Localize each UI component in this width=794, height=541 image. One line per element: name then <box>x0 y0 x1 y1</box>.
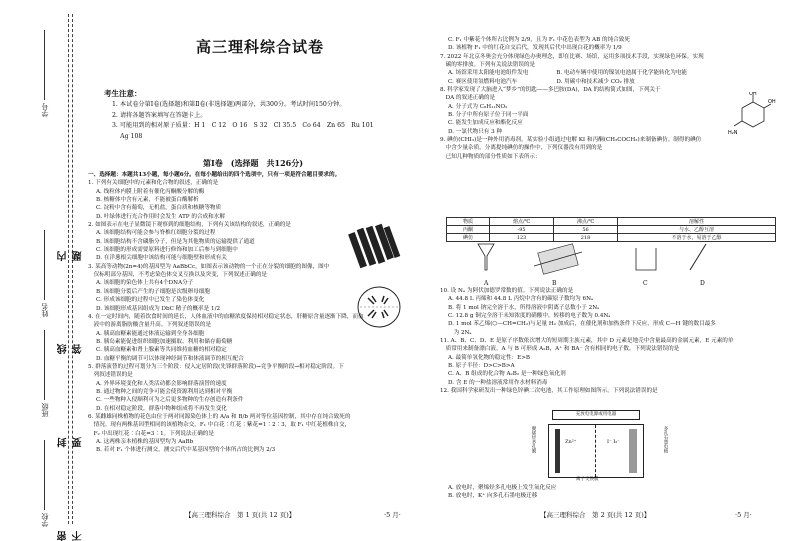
table-cell: 丙酮 <box>447 226 490 234</box>
question-line: 液中的游离脂肪酸含量升高。下列叙述错误的是 <box>88 322 212 329</box>
electrode-right <box>629 429 637 473</box>
question-line: A. 分子式为 C₈H₁₁NO₂ <box>448 103 508 110</box>
svg-text:H₂N: H₂N <box>728 130 738 136</box>
question-line: D. 该细胞形成基因组成为 DbC 精子的概率是 1/2 <box>96 305 221 312</box>
notes-list <box>112 100 412 142</box>
question-line: A. 该细胞结构可能会参与脊椎红细胞分裂的过程 <box>96 230 216 237</box>
battery-diagram <box>531 410 668 482</box>
questions-right-3 <box>440 484 785 501</box>
footer-left: 【高三理科综合 第 1 页(共 12 页)】 <box>185 511 296 519</box>
question-line: D. 1 mol 苯乙烯(⬡—CH=CH₂)与足量 H₂ 加成后，在催化剂和加热条件下反应，形成 C—H 键的数目最多 <box>448 321 716 328</box>
table-cell: 不溶于水，易溶于乙醇 <box>618 234 776 242</box>
table-header: 熔点/℃ <box>490 218 554 226</box>
question-line: 8. 科学家发现了大脑进入“梦乡”的钥匙——多巴胺(DA)，DA 的结构简式如图，下列关于 <box>440 87 661 94</box>
binding-strip <box>0 0 82 541</box>
table-cell: 与水、乙醇互溶 <box>618 226 776 234</box>
question-line: B. 原子半径：D>C>B>A <box>448 363 515 370</box>
question-line: 情况。现有两株基因型相同的该植物杂交，F₁ 中白花∶红花∶紫花=1∶2∶3，取 F₁ 中红花植株自交， <box>88 422 351 429</box>
note-line: 2. 请将各题答案填写在答题卡上。 <box>112 111 207 119</box>
glass-rod-icon <box>690 244 706 270</box>
question-line: C. 赛区使用氢燃料电池汽车 D. 用碳中和技术减少 CO₂ 排放 <box>448 78 635 85</box>
membrane <box>595 425 596 477</box>
footer-left-num: ·5 月· <box>384 511 401 519</box>
table-row <box>447 226 776 234</box>
question-line: C. 形成该细胞的过程中已发生了染色体变化 <box>96 297 205 304</box>
table-cell: 123 <box>490 234 554 242</box>
membrane-label: 离子交换膜 <box>576 477 599 482</box>
note-line: Ag 108 <box>112 132 143 140</box>
question-line: B. 核糖体中含有元素，不能被蛋白酶解析 <box>96 197 199 204</box>
question-line: 仅标明部分基因，不考虑染色体交叉互换以及突变，下列叙述正确的是 <box>88 272 268 279</box>
question-line: D. 该植物 F₁ 中的红花自交后代，发现其后代中出现白花的概率为 1/9 <box>448 45 622 52</box>
question-line: A. 该细胞的染色体上共有4个DNA分子 <box>96 280 194 287</box>
table-header: 物质 <box>447 218 490 226</box>
question-line: 列叙述错误的是 <box>88 372 133 379</box>
question-line: A. 线粒体内膜上附着有催化丙酮酸分解的酶 <box>96 188 205 195</box>
question-line: D. 叶绿体进行光合作用时会发生 ATP 的合成和水解 <box>96 213 225 220</box>
question-line: C. 能发生加成反应和酯化反应 <box>448 120 523 127</box>
cell-division-figure <box>356 284 402 330</box>
question-line: B. 放电时，K⁺ 向多孔石墨电极迁移 <box>448 493 538 500</box>
question-line: DA 的叙述正确的是 <box>440 95 496 102</box>
electrode-left <box>555 429 560 473</box>
question-line: A. 放电时，聚烯烃多孔电极上发生氧化反应 <box>448 485 557 491</box>
dopamine-structure <box>728 92 778 140</box>
question-line: A. 这两株亲本植株的基因型均为 AaBb <box>96 439 194 445</box>
ion-label: Zn²⁺ <box>565 439 577 445</box>
svg-text:OH: OH <box>768 99 776 105</box>
svg-text:OH: OH <box>749 92 757 97</box>
question-line: A. 最简单氢化物的稳定性：E>B <box>448 354 531 361</box>
question-line: 6. 某雌雄同株植物的花色由位于两对同源染色体上的 A/a 和 B/b 两对等位基因控制，其中存在纯合致死的 <box>88 413 351 420</box>
question-line: 质常用来制备漂白液。A 与 B 可形成 A₂B，A⁺ 和 BA⁻ 含有相同的电子数。下列说法错误的是 <box>440 346 680 353</box>
notes-heading: 考生注意： <box>104 89 142 98</box>
property-table <box>446 217 776 242</box>
beaker-icon <box>636 248 656 270</box>
question-line: 为 2Nₐ <box>448 329 472 336</box>
question-line: B. 若对 F₁ 个体进行测交，测交后代中某基因型的个体所占的比例为 2/3 <box>96 447 276 454</box>
question-line: C. 12.8 g 铜完全溶于未知浓度的硝酸中，转移的电子数为 0.4Nₐ <box>448 313 611 320</box>
section-title: 第Ⅰ卷 (选择题 共126分) <box>202 158 303 168</box>
funnel-icon <box>478 244 494 270</box>
note-line: 1. 本试卷分第Ⅰ卷(选择题)和第Ⅱ卷(非选择题)两部分，共300分。考试时间150分钟。 <box>112 101 346 108</box>
footer-right-num: ·5 月· <box>735 511 752 519</box>
power-source-box: 充放电电源或用电器 <box>552 410 640 420</box>
question-line: 4. 在一定时间内，随着饮食时间的延长，人体血液中的血糖浓度保持相对稳定状态，肝糖原含量逐渐下降，而血 <box>88 313 364 320</box>
question-line: 碳的零排放。下列有关说法错误的是 <box>440 62 536 69</box>
ion-label: I⁻ I₃⁻ <box>607 439 620 445</box>
question-line: C. F₁ 中紫花个体所占比例为 2/9，且为 F₁ 中花色表型为 AB 的纯合致死 <box>448 37 630 43</box>
table-cell: 56 <box>554 226 618 234</box>
question-line: D. 在相对稳定阶段，群落中物种组成将不再发生变化 <box>96 405 227 412</box>
question-line: A. 外界环境变化和人类活动都会影响群落演替的速度 <box>96 380 227 387</box>
question-line: B. 该细胞分裂后产生的子细胞是次级卵母细胞 <box>96 288 210 295</box>
question-line: 3. 某高等动物(2n=4)的基因型为 AaBbCc，如图表示该动物的一个正在分裂的细胞的图像，图中 <box>88 263 330 270</box>
field-xingming: 姓名 <box>40 230 50 317</box>
cell-body <box>548 424 644 478</box>
table-header: 溶解性 <box>618 218 776 226</box>
field-xuehao: 学号 <box>40 30 50 117</box>
question-line: B. 将 1 mol 钠完全溶于水，所得溶液中阴离子总数小于 2Nₐ <box>448 304 600 311</box>
question-line: B. 分子中所有原子位于同一平面 <box>448 112 529 119</box>
fig-label: C <box>643 280 648 287</box>
question-line: 2. 如图表示在电子显微镜下观察到的细胞结构，下列有关该结构的叙述，正确的是 <box>88 222 291 229</box>
left-electrode-label: 聚烯烃多孔膜 <box>531 426 536 453</box>
microtubule-figure <box>346 222 406 272</box>
question-line: D. 含 E 的一种盐溶液常用作水材料消毒 <box>448 379 548 386</box>
table-header: 沸点/℃ <box>554 218 618 226</box>
note-line: 3. 可能用到的相对原子质量：H 1 C 12 O 16 S 32 Cl 35.5 Co 64 Zn 65 Ru 101 <box>112 122 374 129</box>
question-line: 5. 群落演替的过程可划分为三个阶段：侵入定居阶段(先锋群落阶段)→竞争平衡阶段→相对稳定阶段。下 <box>88 363 344 370</box>
question-line: 1. 下列有关细胞中的元素和化合物的叙述，正确的是 <box>88 180 219 187</box>
question-line: A. 场馆采用太阳能电池组件发电 B. 电动车辆中使用的镍氢电池属于化学能转化为电能 <box>448 70 688 77</box>
question-line: B. 该细胞结构不含磷脂分子，但是为其他物质的运输提供了通道 <box>96 238 255 245</box>
question-line: C. 胰高血糖素和肾上腺素等共同维持血糖的相对稳定 <box>96 347 227 354</box>
question-line: 11. A、B、C、D、E 是原子序数依次增大的短周期主族元素，其中 D 元素是地壳中含量最高的金属元素，E 元素的单 <box>440 338 734 345</box>
questions-right-2 <box>440 287 785 395</box>
question-line: D. 一氯代物只有 3 种 <box>448 128 503 135</box>
question-line: 7. 2022 年北京冬奥会充分体现绿色办奥理念，即在比赛、场馆，运用多项技术手段，实现绿色环保。实现 <box>440 53 704 60</box>
question-line: 12. 我国科学家研发出一种绿色锌碘二次电池，其工作原理如图所示。下列说法错误的是 <box>440 388 658 395</box>
question-line: C. A、B 组成的化合物 A₂B₂ 是一种绿色氧化剂 <box>448 371 566 378</box>
question-line: D. 血糖平衡的调节可以体现神经调节和体液调节的相互配合 <box>96 355 244 362</box>
footer-right: 【高三理科综合 第 2 页(共 12 页)】 <box>540 511 651 519</box>
table-cell: -95 <box>490 226 554 234</box>
seal-notice: 密 封 线 内 不 要 答 题 <box>58 210 84 541</box>
fig-label: A <box>484 280 489 287</box>
field-xuexiao: 学校 <box>40 440 50 527</box>
question-line: B. 胰岛素能促进组织细胞加速摄取、利用和储存葡萄糖 <box>96 338 233 345</box>
question-line: A. 胰高血糖素能通过体液运输到全身各细胞 <box>96 330 205 337</box>
apparatus-figures <box>450 240 770 280</box>
question-line: D. 在洋葱根尖细胞中该结构可能与细胞壁和形成有关 <box>96 255 227 262</box>
condenser-icon <box>534 244 582 275</box>
question-line: 9. 碘仿(CHI₃)是一种外用消毒剂。某实验小组通过电解 KI 和丙酮(CH₃COCH₃)来制备碘仿。制得的碘仿 <box>440 137 702 144</box>
question-line: F₂ 中出现红花∶白花=3∶1。下列说法正确的是 <box>88 430 214 437</box>
question-line: C. 一些物种入侵顺利可为之后更多物种的生存创造有利条件 <box>96 397 244 404</box>
fig-label: B <box>552 280 557 287</box>
table-cell: 218 <box>554 234 618 242</box>
question-line: A. 44.8 L 丙烯和 44.8 L 丙烷中含有的碳原子数均为 6Nₐ <box>448 296 594 303</box>
question-line: B. 通过物种之间的竞争可能会使资源利用达到相对平衡 <box>96 388 233 395</box>
fig-label: D <box>700 280 705 287</box>
question-line: 中含少量杂质，分离提纯碘仿的操作中，下列仪器没有用到的是 <box>440 145 603 152</box>
question-line: C. 淀粉中含有葡萄，无机盐，蛋白质和核糖等物质 <box>96 205 222 212</box>
table-cell: 碘仿 <box>447 234 490 242</box>
page-title: 高三理科综合试卷 <box>195 38 324 56</box>
question-line: C. 该细胞的形成需要原料进行修饰和加工后参与到细胞中 <box>96 247 238 254</box>
question-line: 10. 设 Nₐ 为阿伏加德罗常数的值。下列说法正确的是 <box>440 288 574 294</box>
question-line: 已知几种物质的部分性质如下表所示： <box>440 153 541 160</box>
field-banji: 班级 <box>40 330 50 417</box>
right-electrode-label: 多孔石墨电极 <box>663 426 668 453</box>
question-line: 一、选择题：本题共13小题，每小题6分。在每小题给出的四个选项中，只有一项是符合题目要求的。 <box>88 172 341 178</box>
